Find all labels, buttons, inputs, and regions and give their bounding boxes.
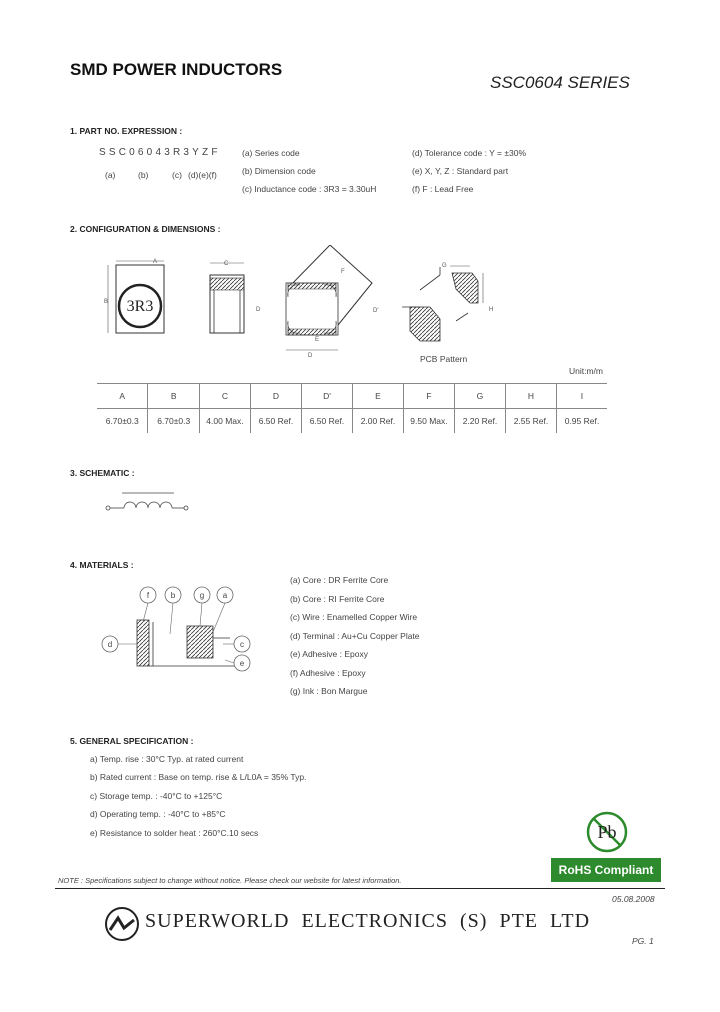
material-label-g: g	[199, 591, 205, 600]
top-view	[104, 259, 164, 333]
marker-b: (b)	[138, 170, 149, 180]
pcb-pattern-label: PCB Pattern	[420, 354, 468, 364]
material-label-b: b	[170, 591, 176, 600]
material-label-f: f	[146, 591, 150, 600]
material-label-c: c	[240, 640, 244, 649]
section-2-heading: 2. CONFIGURATION & DIMENSIONS :	[70, 224, 221, 234]
section-3-heading: 3. SCHEMATIC :	[70, 468, 135, 478]
table-header-cell: E	[352, 384, 403, 409]
rohs-badge: RoHS Compliant	[551, 858, 661, 882]
code-tolerance: (d) Tolerance code : Y = ±30%	[412, 148, 527, 158]
dim-label-b: B	[104, 299, 109, 305]
dimension-table	[97, 383, 607, 433]
dim-label-d-bottom: D	[308, 353, 313, 359]
dim-label-c: C	[224, 261, 229, 267]
company-name: SUPERWORLD ELECTRONICS (S) PTE LTD	[145, 910, 591, 932]
table-cell: 4.00 Max.	[199, 409, 250, 434]
table-header-cell: G	[454, 384, 505, 409]
spec-item: d) Operating temp. : -40°C to +85°C	[90, 809, 226, 819]
table-header-cell: B	[148, 384, 199, 409]
company-logo-icon	[104, 906, 140, 942]
material-label-d: d	[107, 640, 113, 649]
spec-item: c) Storage temp. : -40°C to +125°C	[90, 791, 223, 801]
table-header-cell: I	[556, 384, 607, 409]
table-cell: 6.50 Ref.	[250, 409, 301, 434]
schematic-symbol	[100, 488, 200, 522]
dim-label-d-side: D	[256, 307, 261, 313]
material-item: (d) Terminal : Au+Cu Copper Plate	[290, 631, 420, 641]
table-row	[97, 409, 607, 434]
document-date: 05.08.2008	[612, 894, 655, 904]
code-standard: (e) X, Y, Z : Standard part	[412, 166, 509, 176]
table-header-cell: F	[403, 384, 454, 409]
material-item: (g) Ink : Bon Margue	[290, 686, 368, 696]
lead-free-icon	[585, 810, 629, 854]
dim-label-dp: D'	[373, 308, 379, 314]
table-header-cell: D'	[301, 384, 352, 409]
table-header-row	[97, 384, 607, 409]
material-item: (c) Wire : Enamelled Copper Wire	[290, 612, 418, 622]
table-cell: 2.00 Ref.	[352, 409, 403, 434]
inductor-marking: 3R3	[126, 298, 154, 315]
table-cell: 2.55 Ref.	[505, 409, 556, 434]
material-item: (f) Adhesive : Epoxy	[290, 668, 366, 678]
material-label-a: a	[222, 591, 228, 600]
table-header-cell: H	[505, 384, 556, 409]
code-series: (a) Series code	[242, 148, 300, 158]
spec-item: e) Resistance to solder heat : 260°C.10 secs	[90, 828, 259, 838]
dimension-drawings	[90, 245, 530, 370]
material-item: (a) Core : DR Ferrite Core	[290, 575, 389, 585]
table-cell: 6.70±0.3	[105, 416, 139, 426]
code-leadfree: (f) F : Lead Free	[412, 184, 474, 194]
marker-def: (d)(e)(f)	[188, 170, 217, 180]
material-item: (e) Adhesive : Epoxy	[290, 649, 368, 659]
dim-label-a: A	[153, 259, 158, 265]
side-view	[210, 261, 261, 333]
section-5-heading: 5. GENERAL SPECIFICATION :	[70, 736, 194, 746]
code-dimension: (b) Dimension code	[242, 166, 316, 176]
marker-c: (c)	[172, 170, 182, 180]
document-title: SMD POWER INDUCTORS	[70, 60, 283, 79]
section-1-heading: 1. PART NO. EXPRESSION :	[70, 126, 183, 136]
footer-divider	[55, 888, 665, 889]
table-header-cell: A	[97, 384, 148, 409]
lead-free-symbol: Pb	[597, 822, 617, 842]
page-number: PG. 1	[632, 936, 654, 946]
dim-label-g: G	[442, 263, 447, 269]
material-label-e: e	[239, 659, 245, 668]
table-header-cell: C	[199, 384, 250, 409]
table-cell: 9.50 Max.	[403, 409, 454, 434]
table-cell: 6.70±0.3	[148, 409, 199, 434]
table-cell: 6.50 Ref.	[301, 409, 352, 434]
dim-label-f: F	[341, 269, 345, 275]
pcb-pattern	[402, 263, 493, 341]
note: NOTE : Specifications subject to change without notice. Please check our website for latest information.	[58, 876, 402, 885]
bottom-view	[286, 245, 378, 359]
series-name: SSC0604 SERIES	[490, 73, 630, 92]
dim-label-e: E	[315, 337, 320, 343]
table-header-cell: D	[250, 384, 301, 409]
spec-item: b) Rated current : Base on temp. rise & L/L0A = 35% Typ.	[90, 772, 307, 782]
material-item: (b) Core : RI Ferrite Core	[290, 594, 385, 604]
table-cell: 0.95 Ref.	[556, 409, 607, 434]
section-4-heading: 4. MATERIALS :	[70, 560, 134, 570]
spec-item: a) Temp. rise : 30°C Typ. at rated current	[90, 754, 244, 764]
materials-cross-section	[95, 582, 265, 672]
code-inductance: (c) Inductance code : 3R3 = 3.30uH	[242, 184, 377, 194]
marker-a: (a)	[105, 170, 116, 180]
unit-label: Unit:m/m	[569, 366, 603, 376]
table-cell: 2.20 Ref.	[454, 409, 505, 434]
part-number: SSC06043R3YZF	[99, 147, 221, 158]
dim-label-h: H	[489, 307, 494, 313]
